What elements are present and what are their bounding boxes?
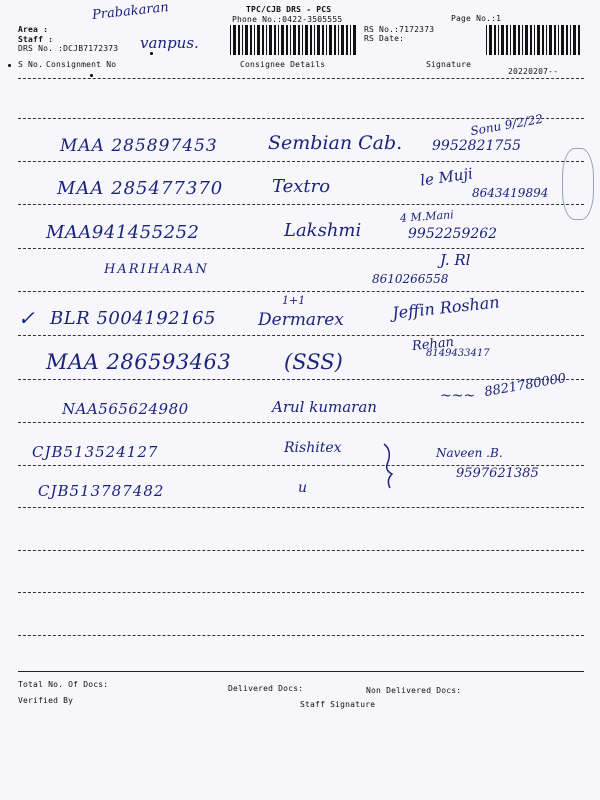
- recipient-signature: Naveen .B.: [436, 446, 503, 460]
- row-divider: [18, 78, 584, 79]
- rs-number: RS No.:7172373: [364, 25, 435, 34]
- table-bottom-border: [18, 671, 584, 672]
- recipient-signature: Rehan: [411, 334, 455, 355]
- consignment-number: MAA 285897453: [60, 136, 218, 156]
- consignment-number: CJB513787482: [38, 482, 165, 500]
- recipient-signature: Jeffin Roshan: [391, 292, 501, 323]
- sheet-title: TPC/CJB DRS - PCS: [246, 5, 332, 14]
- quantity-note: 1+1: [282, 294, 306, 307]
- barcode-page: [486, 25, 584, 55]
- row-divider: [18, 248, 584, 249]
- page-number: Page No.:1: [451, 14, 502, 23]
- brace-mark: [380, 440, 400, 490]
- staff-label: Staff :: [18, 35, 54, 44]
- consignee-name: Dermarex: [258, 310, 344, 330]
- consignment-number: CJB513524127: [32, 443, 159, 461]
- recipient-signature: Sonu 9/2/22: [469, 111, 545, 139]
- scan-speck: [90, 74, 93, 77]
- recipient-phone: 9597621385: [456, 466, 539, 481]
- consignee-name: Rishitex: [284, 440, 342, 456]
- row-divider: [18, 422, 584, 423]
- row-divider: [18, 550, 584, 551]
- consignment-number: MAA 285477370: [57, 178, 224, 199]
- row-divider: [18, 507, 584, 508]
- area-label: Area :: [18, 25, 49, 34]
- consignee-name: Textro: [272, 176, 331, 197]
- tick-mark: ✓: [18, 306, 35, 330]
- stamp-mark: [562, 148, 594, 220]
- consignment-number: BLR 5004192165: [50, 308, 216, 329]
- consignment-number: NAA565624980: [62, 400, 189, 418]
- date-code: 20220207--: [508, 67, 559, 76]
- row-divider: [18, 161, 584, 162]
- row-divider: [18, 592, 584, 593]
- consignment-number: MAA 286593463: [46, 350, 232, 374]
- recipient-phone: 8610266558: [372, 272, 449, 286]
- non-delivered-docs-label: Non Delivered Docs:: [366, 686, 462, 695]
- staff-signature-label: Staff Signature: [300, 700, 376, 709]
- verified-by-label: Verified By: [18, 696, 74, 705]
- recipient-signature: J. Rl: [440, 251, 471, 269]
- column-header-consignment-no: Consignment No: [46, 60, 117, 69]
- rs-date: RS Date:: [364, 34, 405, 43]
- delivered-docs-label: Delivered Docs:: [228, 684, 304, 693]
- barcode-consignment: [230, 25, 360, 55]
- consignee-name: u: [298, 480, 308, 496]
- consignee-name: Lakshmi: [284, 220, 362, 241]
- recipient-phone: 8643419894: [472, 186, 549, 200]
- column-header-s-no: S No.: [18, 60, 44, 69]
- consignee-name: (SSS): [284, 350, 343, 374]
- recipient-signature: le Muji: [419, 164, 474, 190]
- column-header-consignee-details: Consignee Details: [240, 60, 326, 69]
- recipient-phone: 8149433417: [426, 348, 490, 359]
- consignment-number: HARIHARAN: [104, 262, 209, 277]
- row-divider: [18, 204, 584, 205]
- consignee-name: Arul kumaran: [272, 398, 377, 416]
- consignee-name: Sembian Cab.: [268, 132, 403, 154]
- recipient-phone: 9952821755: [432, 138, 522, 154]
- recipient-signature: ~~~: [440, 388, 476, 404]
- scan-speck: [150, 52, 153, 55]
- row-divider: [18, 379, 584, 380]
- column-header-signature: Signature: [426, 60, 472, 69]
- recipient-phone: 8821780000: [483, 370, 568, 401]
- consignment-number: MAA941455252: [46, 222, 200, 243]
- drs-number: DRS No. :DCJB7172373: [18, 44, 119, 53]
- phone-number: Phone No.:0422-3505555: [232, 15, 343, 24]
- total-docs-label: Total No. Of Docs:: [18, 680, 109, 689]
- recipient-phone: 9952259262: [408, 226, 498, 242]
- row-divider: [18, 335, 584, 336]
- scan-speck: [8, 64, 11, 67]
- handwritten-area-name: Prabakaran: [91, 0, 170, 23]
- handwritten-staff-name: vanpus.: [140, 34, 199, 52]
- row-divider: [18, 291, 584, 292]
- row-divider: [18, 635, 584, 636]
- recipient-signature: 4 M.Mani: [399, 208, 455, 225]
